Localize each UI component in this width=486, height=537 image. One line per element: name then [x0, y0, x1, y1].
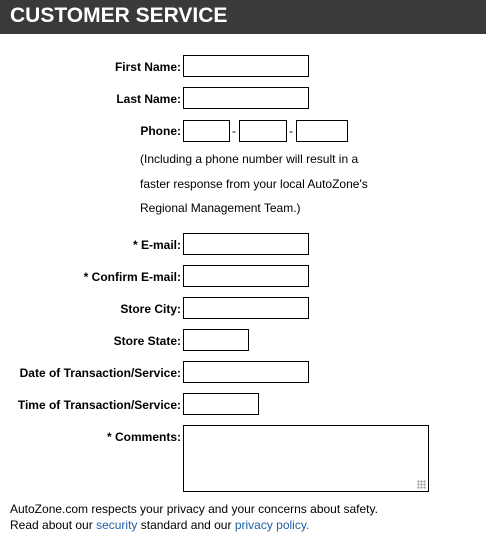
phone-separator: -: [289, 124, 293, 138]
date-label: Date of Transaction/Service:: [19, 366, 181, 380]
phone-label: Phone:: [140, 124, 181, 138]
time-input[interactable]: [183, 393, 259, 415]
phone-note-line-3: Regional Management Team.): [140, 201, 301, 215]
confirm-email-label: * Confirm E-mail:: [83, 270, 181, 284]
privacy-statement: AutoZone.com respects your privacy and your concerns about safety.: [10, 502, 378, 516]
page-title: CUSTOMER SERVICE: [10, 4, 228, 27]
security-link[interactable]: security: [96, 518, 138, 532]
phone-separator: -: [232, 124, 236, 138]
phone-line-input[interactable]: [296, 120, 348, 142]
email-input[interactable]: [183, 233, 309, 255]
confirm-email-input[interactable]: [183, 265, 309, 287]
last-name-label: Last Name:: [116, 92, 181, 106]
first-name-input[interactable]: [183, 55, 309, 77]
privacy-links-middle: standard and our: [137, 518, 235, 532]
comments-textarea[interactable]: [183, 425, 429, 492]
date-input[interactable]: [183, 361, 309, 383]
phone-area-code-input[interactable]: [183, 120, 230, 142]
last-name-input[interactable]: [183, 87, 309, 109]
comments-label: * Comments:: [106, 430, 181, 444]
phone-note-line-1: (Including a phone number will result in a: [140, 152, 359, 166]
store-state-input[interactable]: [183, 329, 249, 351]
page-header: [0, 0, 486, 34]
resize-grip-icon[interactable]: [417, 480, 426, 489]
phone-note-line-2: faster response from your local AutoZone's: [140, 177, 368, 191]
time-label: Time of Transaction/Service:: [17, 398, 181, 412]
store-state-label: Store State:: [113, 334, 181, 348]
privacy-policy-link[interactable]: privacy policy.: [234, 518, 310, 532]
email-label: * E-mail:: [132, 238, 181, 252]
privacy-links-line: [10, 517, 309, 533]
store-city-label: Store City:: [120, 302, 181, 316]
first-name-label: First Name:: [114, 60, 181, 74]
store-city-input[interactable]: [183, 297, 309, 319]
phone-prefix-input[interactable]: [239, 120, 287, 142]
privacy-links-prefix: Read about our: [10, 518, 97, 532]
